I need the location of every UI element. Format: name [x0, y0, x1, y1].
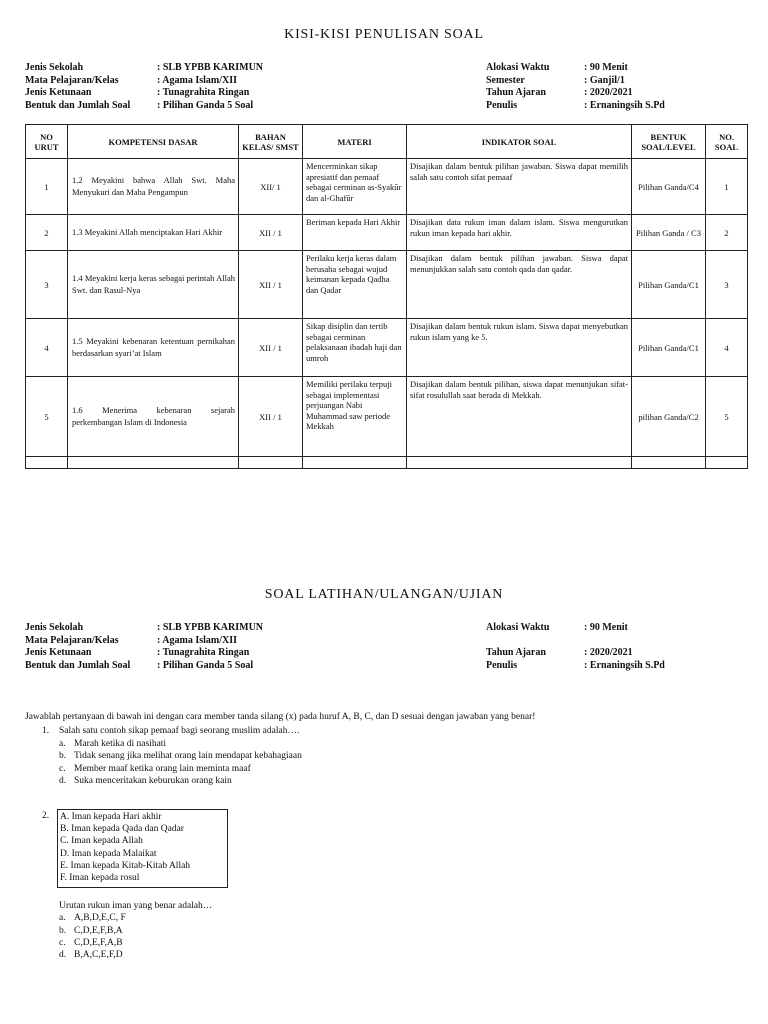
table-row [26, 251, 748, 319]
kisi-meta-left [25, 62, 263, 112]
cell-bentuk: Pilihan Ganda/C1 [632, 319, 706, 377]
cell-bentuk: Pilihan Ganda / C3 [632, 215, 706, 251]
col-header: KOMPETENSI DASAR [68, 125, 239, 159]
col-header: NO URUT [26, 125, 68, 159]
question-1 [42, 725, 302, 788]
col-header: BENTUK SOAL/LEVEL [632, 125, 706, 159]
cell-no: 3 [26, 251, 68, 319]
meta-label: Penulis [486, 659, 518, 671]
cell-kd: 1.4 Meyakini kerja keras sebagai perintah Allah Swt. dan Rasul-Nya [68, 251, 239, 319]
cell-nosoal: 2 [706, 215, 748, 251]
meta-label: Jenis Sekolah [25, 62, 84, 73]
cell-no: 5 [26, 377, 68, 457]
meta-label: Mata Pelajaran/Kelas [25, 634, 119, 646]
option-text: A,B,D,E,C, F [74, 913, 126, 924]
answer-option[interactable] [59, 925, 212, 937]
option-letter: d. [59, 776, 67, 786]
box-line: A. Iman kepada Hari akhir [60, 812, 162, 822]
question-2 [59, 900, 212, 961]
option-letter: b. [59, 925, 67, 936]
meta-value: : Agama Islam/XII [157, 74, 238, 86]
cell-kelas: XII / 1 [239, 251, 303, 319]
box-line: D. Iman kepada Malaikat [60, 848, 157, 859]
option-text: Suka menceritakan keburukan orang kain [74, 776, 232, 786]
question-number: 1. [42, 726, 50, 736]
meta-value: : Ernaningsih S.Pd [584, 659, 665, 671]
cell-kd: 1.5 Meyakini kebenaran ketentuan pernikahan berdasarkan syari’at Islam [68, 319, 239, 377]
meta-value: : Pilihan Ganda 5 Soal [157, 99, 254, 111]
kisi-meta-right [486, 62, 665, 112]
instruction-text: Jawablah pertanyaan di bawah ini dengan cara member tanda silang (x) pada huruf A, B, C, dan D sesuai dengan jawaban yang benar! [25, 712, 536, 722]
meta-value: : Ernaningsih S.Pd [584, 99, 665, 111]
col-header: NO. SOAL [706, 125, 748, 159]
question-text: Salah satu contoh sikap pemaaf bagi seorang muslim adalah…. [59, 726, 300, 736]
meta-value: : SLB YPBB KARIMUN [157, 622, 264, 633]
option-letter: d. [59, 950, 67, 961]
cell-nosoal: 5 [706, 377, 748, 457]
cell-materi: Perilaku kerja keras dalam berusaha sebagai wujud keimanan kepada Qadha dan Qadar [303, 251, 407, 319]
meta-value: : Pilihan Ganda 5 Soal [157, 659, 254, 671]
meta-label: Alokasi Waktu [486, 62, 550, 73]
option-letter: b. [59, 751, 67, 761]
meta-value: : Ganjil/1 [584, 74, 625, 86]
meta-value: : 90 Menit [584, 622, 628, 633]
option-letter: a. [59, 913, 66, 924]
cell-materi: Beriman kepada Hari Akhir [303, 215, 407, 251]
cell-indikator: Disajikan dalam bentuk pilihan jawaban. Siswa dapat menunjukkan salah satu contoh qada dan qadar. [407, 251, 632, 319]
table-row [26, 215, 748, 251]
cell-nosoal: 3 [706, 251, 748, 319]
meta-label: Mata Pelajaran/Kelas [25, 74, 119, 86]
kisi-table [25, 124, 748, 469]
meta-label: Semester [486, 74, 525, 86]
cell-materi: Mencerminkan sikap apresiatif dan pemaaf sebagai cerminan as-Syakūr dan al-Ghafūr [303, 159, 407, 215]
soal-meta-left [25, 622, 263, 672]
cell-kd: 1.3 Meyakini Allah menciptakan Hari Akhir [68, 215, 239, 251]
option-text: Marah ketika di nasihati [74, 738, 167, 749]
cell-no: 2 [26, 215, 68, 251]
answer-option[interactable] [59, 738, 302, 751]
meta-label: Tahun Ajaran [486, 647, 546, 658]
answer-option[interactable] [59, 949, 212, 961]
meta-value: : Agama Islam/XII [157, 634, 238, 646]
table-row [26, 159, 748, 215]
meta-label: Tahun Ajaran [486, 87, 546, 98]
meta-value: : Tunagrahita Ringan [157, 87, 250, 98]
cell-materi: Sikap disiplin dan tertib sebagai cerminan pelaksanaan ibadah haji dan umroh [303, 319, 407, 377]
meta-label: Bentuk dan Jumlah Soal [25, 659, 131, 671]
cell-materi: Memiliki perilaku terpuji sebagai implementasi perjuangan Nabi Muhammad saw periode Mekkah [303, 377, 407, 457]
cell-indikator: Disajikan dalam bentuk rukun islam. Siswa dapat menyebutkan rukun islam yang ke 5. [407, 319, 632, 377]
option-letter: c. [59, 763, 66, 774]
cell-indikator: Disajikan data rukun iman dalam islam. Siswa mengurutkan rukun iman kepada hari akhir. [407, 215, 632, 251]
option-text: C,D,E,F,B,A [74, 925, 123, 936]
answer-option[interactable] [59, 937, 212, 949]
meta-label: Jenis Ketunaan [25, 87, 92, 98]
cell-bentuk: pilihan Ganda/C2 [632, 377, 706, 457]
cell-bentuk: Pilihan Ganda/C4 [632, 159, 706, 215]
meta-value: : 2020/2021 [584, 87, 633, 98]
meta-value: : SLB YPBB KARIMUN [157, 62, 264, 73]
cell-kelas: XII / 1 [239, 215, 303, 251]
cell-kelas: XII / 1 [239, 319, 303, 377]
meta-label: Penulis [486, 99, 518, 111]
meta-label: Jenis Ketunaan [25, 647, 92, 658]
cell-bentuk: Pilihan Ganda/C1 [632, 251, 706, 319]
cell-kelas: XII/ 1 [239, 159, 303, 215]
box-line: C. Iman kepada Allah [60, 836, 143, 847]
option-text: C,D,E,F,A,B [74, 937, 123, 948]
option-letter: a. [59, 738, 66, 749]
answer-option[interactable] [59, 763, 302, 776]
soal-title: SOAL LATIHAN/ULANGAN/UJIAN [264, 587, 504, 602]
cell-kd: 1.6 Menerima kebenaran sejarah perkembangan Islam di Indonesia [68, 377, 239, 457]
option-letter: c. [59, 937, 66, 948]
question-number: 2. [42, 811, 50, 821]
box-line: B. Iman kepada Qada dan Qadar [60, 824, 184, 835]
box-line: E. Iman kepada Kitab-Kitab Allah [60, 860, 191, 871]
cell-no: 1 [26, 159, 68, 215]
option-text: Member maaf ketika orang lain meminta maaf [74, 763, 251, 774]
cell-kd: 1.2 Meyakini bahwa Allah Swt. Maha Menyukuri dan Maha Pengampun [68, 159, 239, 215]
cell-indikator: Disajikan dalam bentuk pilihan jawaban. Siswa dapat memilih salah satu contoh sifat pemaaf [407, 159, 632, 215]
question-text: Urutan rukun iman yang benar adalah… [59, 901, 213, 911]
meta-label: Bentuk dan Jumlah Soal [25, 99, 131, 111]
cell-no: 4 [26, 319, 68, 377]
option-text: Tidak senang jika melihat orang lain mendapat kebahagiaan [74, 751, 302, 761]
cell-kelas: XII / 1 [239, 377, 303, 457]
cell-nosoal: 4 [706, 319, 748, 377]
answer-option[interactable] [59, 750, 302, 763]
meta-value: : 90 Menit [584, 62, 628, 73]
box-line: F. Iman kepada rosul [60, 873, 140, 884]
question-2-box [57, 809, 228, 888]
meta-label: Jenis Sekolah [25, 622, 84, 633]
table-header-row [26, 125, 748, 159]
cell-nosoal: 1 [706, 159, 748, 215]
col-header: INDIKATOR SOAL [407, 125, 632, 159]
meta-label: Alokasi Waktu [486, 622, 550, 633]
table-row-empty [26, 457, 748, 469]
col-header: MATERI [303, 125, 407, 159]
kisi-title: KISI-KISI PENULISAN SOAL [284, 27, 484, 42]
answer-option[interactable] [59, 912, 212, 924]
cell-indikator: Disajikan dalam bentuk pilihan, siswa dapat menunjukan sifat-sifat rosulullah saat berada di Mekkah. [407, 377, 632, 457]
option-text: B,A,C,E,F,D [74, 950, 123, 961]
soal-meta-right [486, 622, 665, 672]
meta-value: : 2020/2021 [584, 647, 633, 658]
table-row [26, 377, 748, 457]
answer-option[interactable] [59, 775, 302, 788]
meta-value: : Tunagrahita Ringan [157, 647, 250, 658]
col-header: BAHAN KELAS/ SMST [239, 125, 303, 159]
table-row [26, 319, 748, 377]
